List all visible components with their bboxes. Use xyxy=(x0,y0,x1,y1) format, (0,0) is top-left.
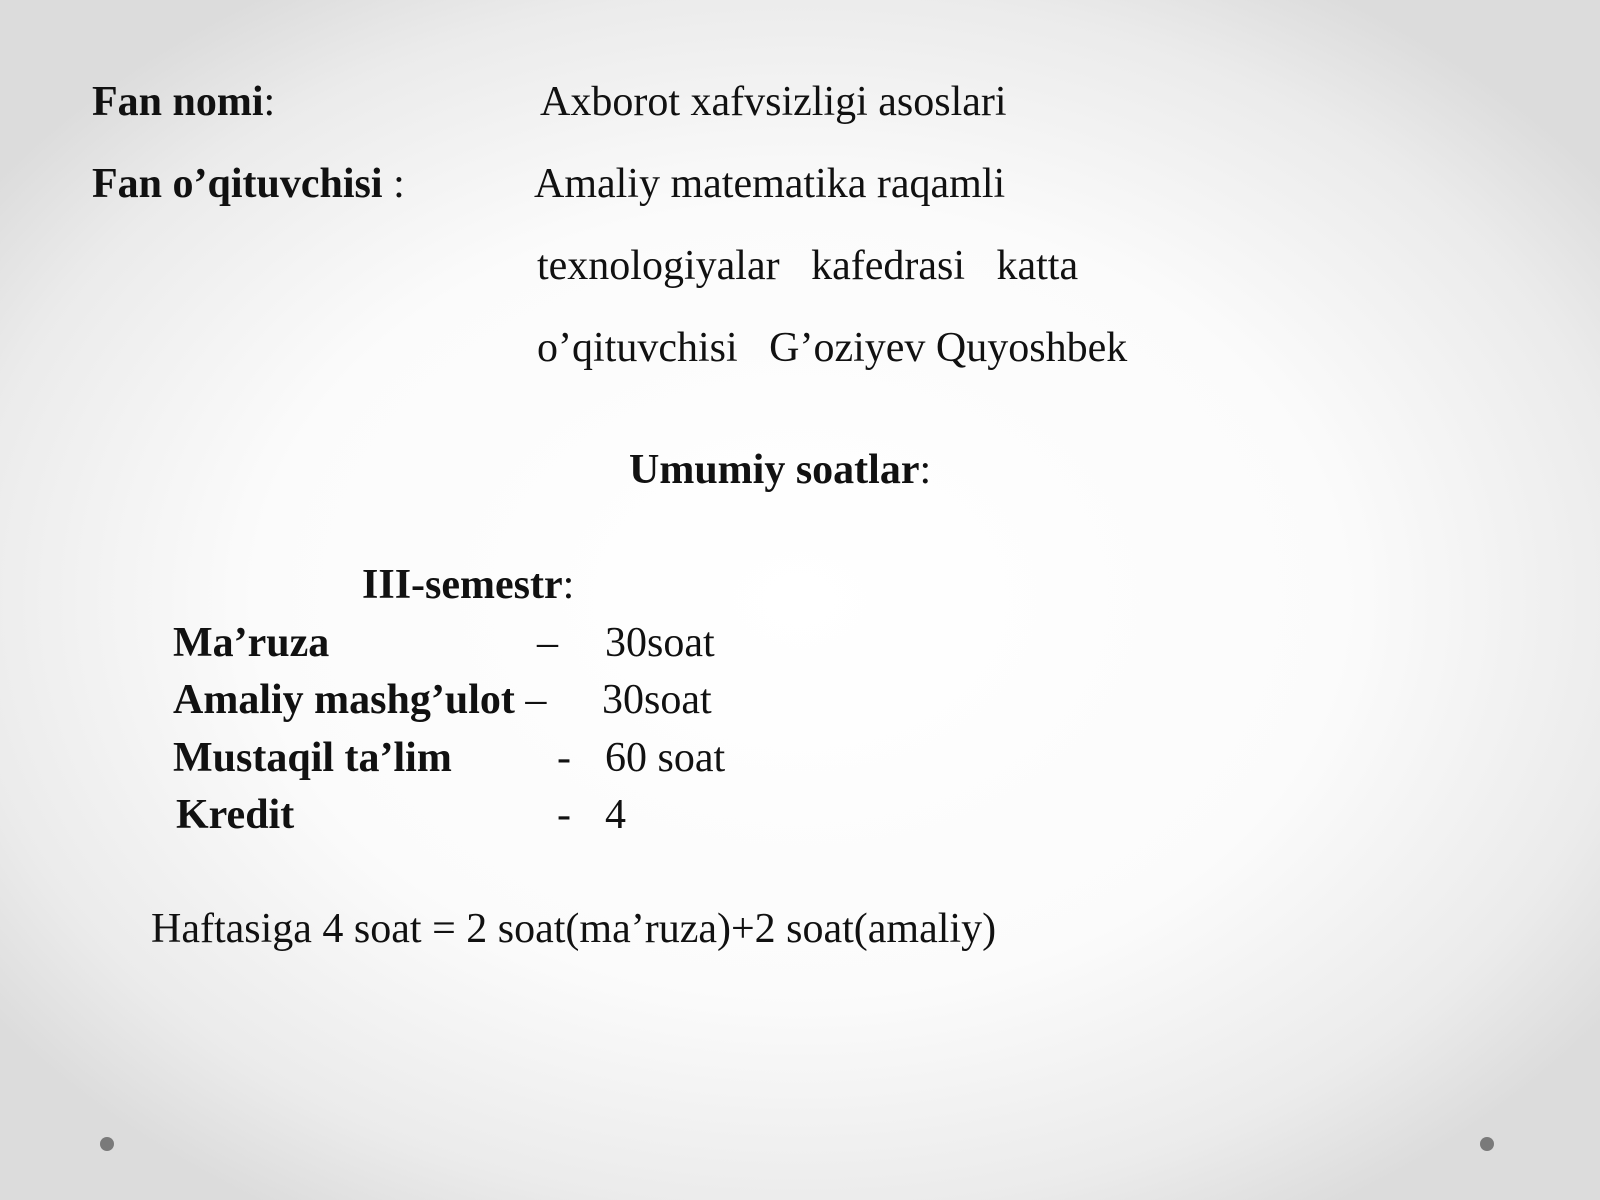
semester-colon: : xyxy=(562,562,575,608)
teacher-line-3: o’qituvchisi G’oziyev Quyoshbek xyxy=(537,325,1128,371)
teacher-colon: : xyxy=(382,161,405,207)
row-lecture-sep: – xyxy=(537,620,558,666)
row-practice-label: Amaliy mashg’ulot xyxy=(173,677,515,723)
row-selfstudy-label: Mustaqil ta’lim xyxy=(173,735,452,781)
weekly-summary: Haftasiga 4 soat = 2 soat(ma’ruza)+2 soat(amaliy) xyxy=(151,906,997,952)
semester-label: III-semestr xyxy=(362,562,563,608)
row-credit-sep: - xyxy=(557,792,571,838)
hours-title: Umumiy soatlar xyxy=(629,447,920,493)
hours-title-colon: : xyxy=(919,447,932,493)
teacher-line-2: texnologiyalar kafedrasi katta xyxy=(537,243,1079,289)
row-practice-sep: – xyxy=(525,677,547,723)
hours-title-row xyxy=(629,449,931,491)
row-credit-value: 4 xyxy=(605,792,626,838)
row-credit-label: Kredit xyxy=(176,792,295,838)
teacher-line-1: Amaliy matematika raqamli xyxy=(534,161,1006,207)
row-practice xyxy=(173,679,546,721)
subject-colon: : xyxy=(263,79,276,125)
corner-dot-right xyxy=(1480,1137,1494,1151)
subject-label-row xyxy=(92,81,275,123)
corner-dot-left xyxy=(100,1137,114,1151)
row-practice-value: 30soat xyxy=(602,677,712,723)
semester-row xyxy=(362,564,574,606)
teacher-label: Fan o’qituvchisi xyxy=(92,161,383,207)
row-selfstudy-sep: - xyxy=(557,735,571,781)
row-lecture-value: 30soat xyxy=(605,620,715,666)
subject-label: Fan nomi xyxy=(92,79,264,125)
row-lecture-label: Ma’ruza xyxy=(173,620,330,666)
teacher-label-row xyxy=(92,163,405,205)
row-selfstudy-value: 60 soat xyxy=(605,735,726,781)
subject-value: Axborot xafvsizligi asoslari xyxy=(540,79,1007,125)
